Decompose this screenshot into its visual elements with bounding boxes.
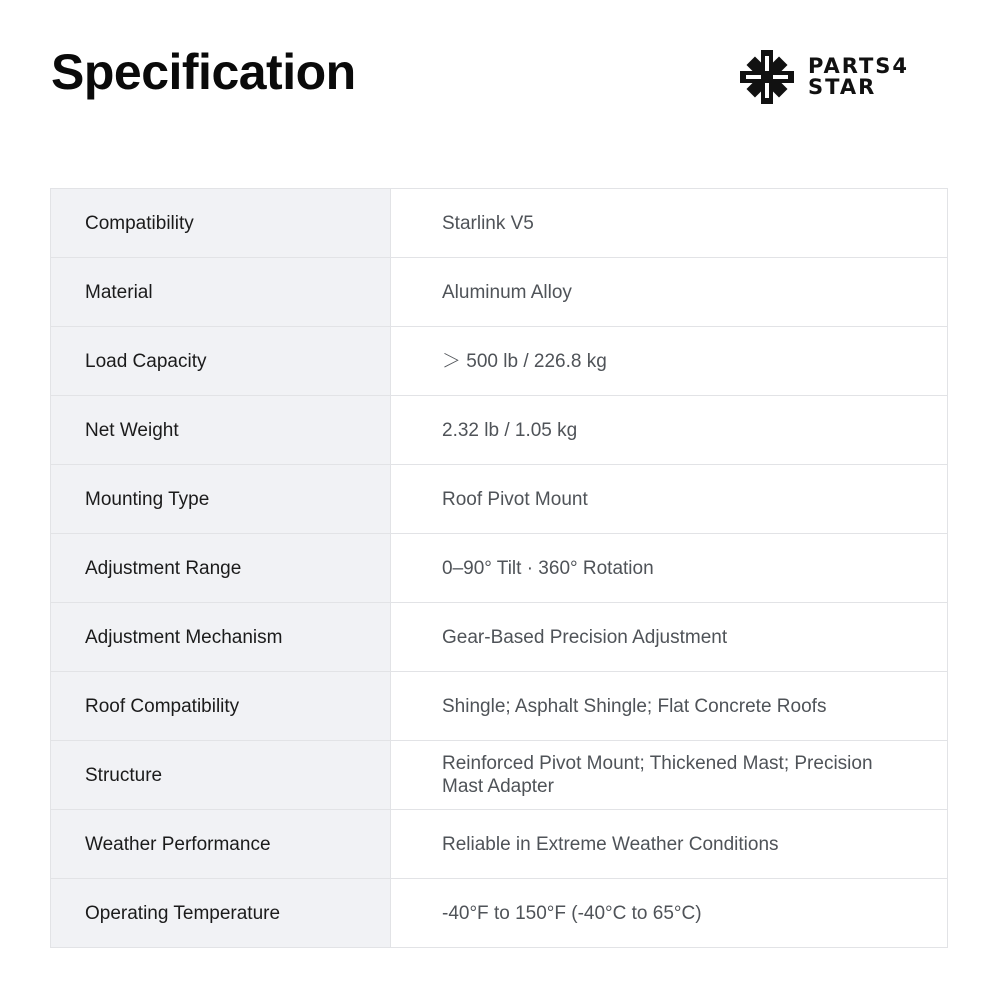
- logo-line-2: STAR: [808, 75, 877, 99]
- spec-value: Aluminum Alloy: [391, 258, 948, 327]
- spec-label: Structure: [51, 741, 391, 810]
- spec-row-structure: [51, 741, 948, 810]
- spec-table: [50, 188, 948, 948]
- spec-value: -40°F to 150°F (-40°C to 65°C): [391, 879, 948, 948]
- spec-row-mounting-type: [51, 465, 948, 534]
- spec-value: Roof Pivot Mount: [391, 465, 948, 534]
- spec-label: Weather Performance: [51, 810, 391, 879]
- spec-row-operating-temperature: [51, 879, 948, 948]
- spec-label: Mounting Type: [51, 465, 391, 534]
- spec-row-weather-performance: [51, 810, 948, 879]
- spec-row-compatibility: [51, 189, 948, 258]
- spec-row-net-weight: [51, 396, 948, 465]
- spec-value: Reliable in Extreme Weather Conditions: [391, 810, 948, 879]
- spec-row-adjustment-range: [51, 534, 948, 603]
- spec-value: Gear-Based Precision Adjustment: [391, 603, 948, 672]
- brand-logo: [740, 50, 952, 104]
- spec-label: Material: [51, 258, 391, 327]
- parts4star-logo-mark-icon: [740, 50, 794, 104]
- spec-label: Adjustment Mechanism: [51, 603, 391, 672]
- spec-row-roof-compatibility: [51, 672, 948, 741]
- spec-value: Starlink V5: [391, 189, 948, 258]
- spec-value: 2.32 lb / 1.05 kg: [391, 396, 948, 465]
- spec-label: Adjustment Range: [51, 534, 391, 603]
- logo-line-1: PARTS4: [808, 54, 910, 78]
- spec-value: 0–90° Tilt · 360° Rotation: [391, 534, 948, 603]
- spec-value: Shingle; Asphalt Shingle; Flat Concrete Roofs: [391, 672, 948, 741]
- spec-label: Compatibility: [51, 189, 391, 258]
- page-title: Specification: [51, 44, 356, 100]
- spec-label: Load Capacity: [51, 327, 391, 396]
- logo-wordmark: [808, 56, 909, 98]
- spec-label: Operating Temperature: [51, 879, 391, 948]
- spec-row-adjustment-mechanism: [51, 603, 948, 672]
- spec-label: Roof Compatibility: [51, 672, 391, 741]
- spec-value: Reinforced Pivot Mount; Thickened Mast; Precision Mast Adapter: [391, 741, 948, 810]
- spec-row-material: [51, 258, 948, 327]
- spec-row-load-capacity: [51, 327, 948, 396]
- spec-label: Net Weight: [51, 396, 391, 465]
- spec-value: ＞ 500 lb / 226.8 kg: [391, 327, 948, 396]
